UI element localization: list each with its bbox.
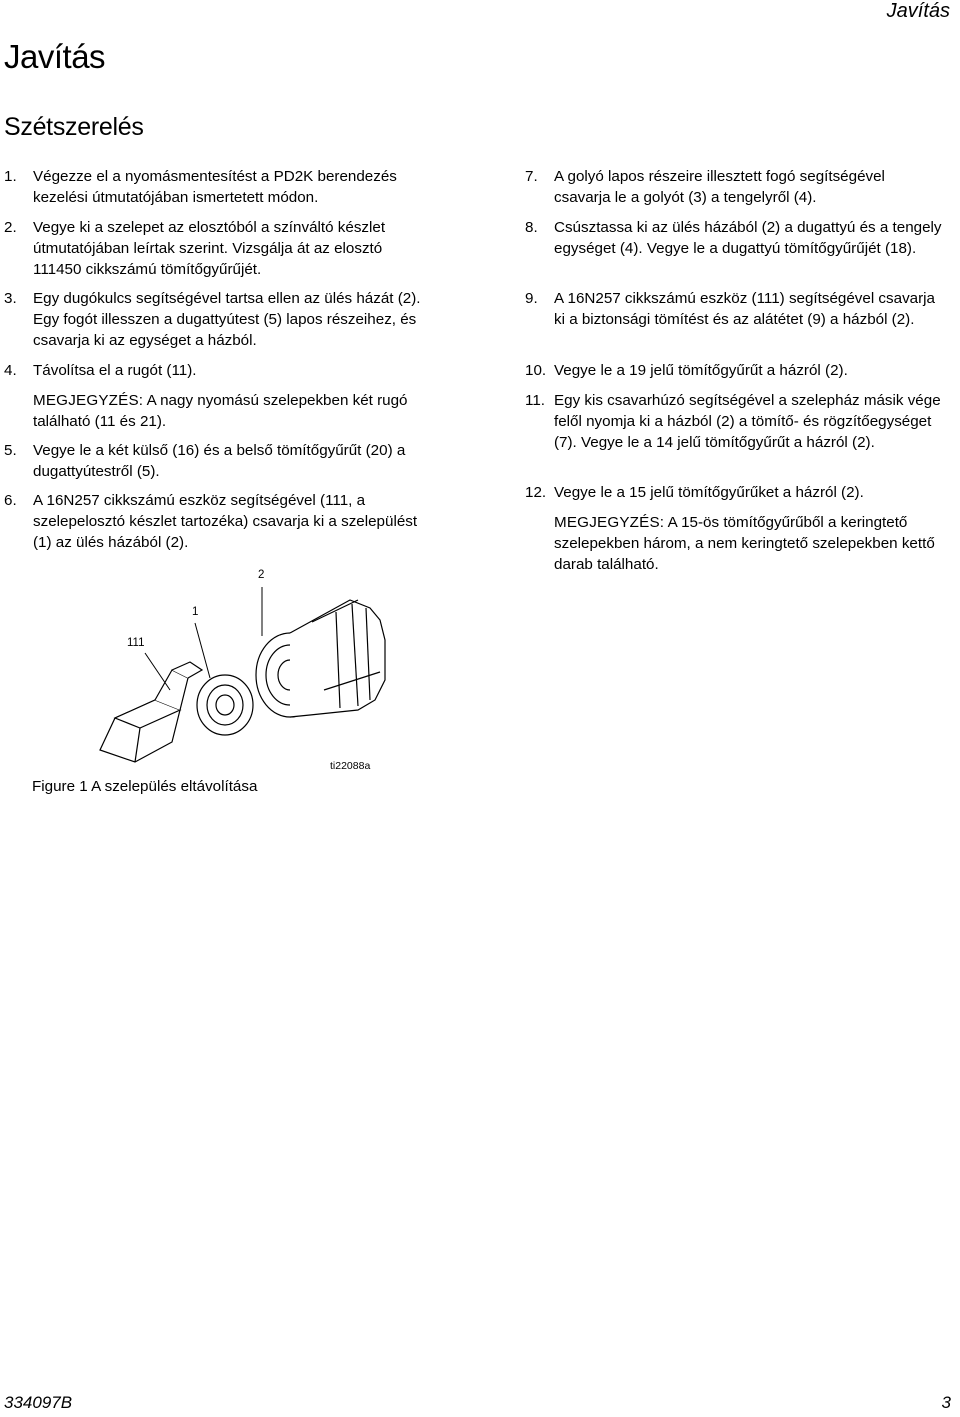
step-12 bbox=[525, 482, 945, 503]
callout-leader-111 bbox=[145, 653, 170, 690]
section-title: Szétszerelés bbox=[4, 113, 144, 141]
step-number: 11. bbox=[525, 392, 545, 409]
step-number: 4. bbox=[4, 362, 17, 379]
note-text: A 15-ös tömítőgyűrűből a keringtető szelepekben három, a nem keringtető szelepekben kettő darab található. bbox=[554, 514, 935, 573]
step-number: 7. bbox=[525, 168, 538, 185]
step-number: 9. bbox=[525, 290, 538, 307]
page-title: Javítás bbox=[4, 38, 106, 75]
step-1 bbox=[4, 166, 424, 208]
page-number: 3 bbox=[941, 1393, 951, 1412]
step-number: 1. bbox=[4, 168, 17, 185]
step-9 bbox=[525, 288, 945, 330]
step-text: Vegye le a két külső (16) és a belső tömítőgyűrűt (20) a dugattyútestről (5). bbox=[33, 442, 406, 480]
note-right bbox=[554, 512, 946, 575]
note-label: MEGJEGYZÉS: bbox=[554, 514, 665, 531]
step-number: 12. bbox=[525, 484, 547, 501]
note-label: MEGJEGYZÉS: bbox=[33, 392, 144, 409]
step-number: 2. bbox=[4, 219, 17, 236]
figure-code: ti22088a bbox=[330, 760, 371, 772]
step-8 bbox=[525, 217, 945, 259]
figure-caption: Figure 1 A szelepülés eltávolítása bbox=[32, 778, 258, 795]
step-number: 6. bbox=[4, 492, 17, 509]
step-6 bbox=[4, 490, 424, 553]
step-text: Vegye le a 19 jelű tömítőgyűrűt a házról (2). bbox=[554, 362, 848, 379]
callout-2: 2 bbox=[258, 569, 265, 581]
step-11 bbox=[525, 390, 945, 453]
step-5 bbox=[4, 440, 424, 482]
step-text: Végezze el a nyomásmentesítést a PD2K berendezés kezelési útmutatójában ismertetett módon. bbox=[33, 168, 397, 206]
step-text: A golyó lapos részeire illesztett fogó segítségével csavarja le a golyót (3) a tengelyről (4). bbox=[554, 168, 885, 206]
step-number: 10. bbox=[525, 362, 547, 379]
step-text: Távolítsa el a rugót (11). bbox=[33, 362, 197, 379]
step-number: 5. bbox=[4, 442, 17, 459]
step-text: A 16N257 cikkszámú eszköz segítségével (111, a szelepelosztó készlet tartozéka) csavarja ki a szelepülést (1) az ülés házából (2). bbox=[33, 492, 418, 551]
step-2 bbox=[4, 217, 424, 280]
step-3 bbox=[4, 288, 424, 351]
callout-1: 1 bbox=[192, 606, 199, 618]
step-text: Vegye le a 15 jelű tömítőgyűrűket a házról (2). bbox=[554, 484, 864, 501]
step-text: Vegye ki a szelepet az elosztóból a színváltó készlet útmutatójában leírtak szerint. Vizsgálja át az elosztó 111450 cikkszámú tömítőgyűrűjét. bbox=[33, 219, 386, 278]
callout-111: 111 bbox=[127, 637, 145, 649]
step-number: 8. bbox=[525, 219, 538, 236]
document-number: 334097B bbox=[4, 1393, 73, 1412]
step-7 bbox=[525, 166, 945, 208]
valve-seat-removal-illustration bbox=[40, 560, 440, 775]
step-number: 3. bbox=[4, 290, 17, 307]
note-text: A nagy nyomású szelepekben két rugó található (11 és 21). bbox=[33, 392, 408, 430]
step-text: Egy kis csavarhúzó segítségével a szelepház másik vége felől nyomja ki a házból (2) a tömítő- és rögzítőegységet (7). Vegye le a 14 jelű tömítőgyűrűt a házról (2). bbox=[554, 392, 941, 451]
step-text: A 16N257 cikkszámú eszköz (111) segítségével csavarja ki a biztonsági tömítést és az alátétet (9) a házból (2). bbox=[554, 290, 935, 328]
note-left bbox=[33, 390, 428, 432]
step-4 bbox=[4, 360, 424, 381]
step-10 bbox=[525, 360, 945, 381]
step-text: Egy dugókulcs segítségével tartsa ellen az ülés házát (2). Egy fogót illesszen a dugattyútest (5) lapos részeihez, és csavarja ki az egységet a házból. bbox=[33, 290, 421, 349]
step-text: Csúsztassa ki az ülés házából (2) a dugattyú és a tengely egységet (4). Vegye le a dugattyú tömítőgyűrűjét (18). bbox=[554, 219, 942, 257]
running-header: Javítás bbox=[886, 0, 950, 22]
